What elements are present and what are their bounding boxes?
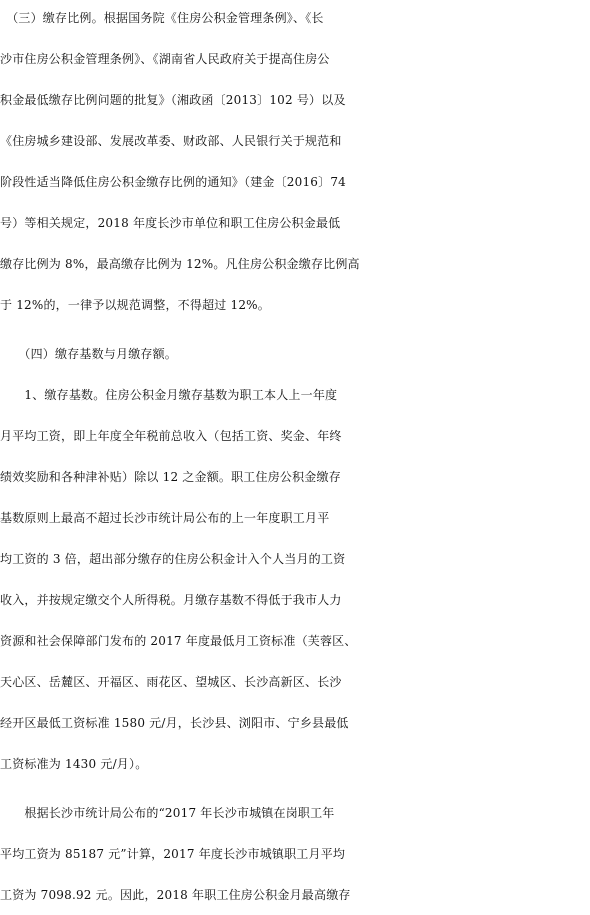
paragraph-line: 月平均工资，即上年度全年税前总收入（包括工资、奖金、年终 xyxy=(0,429,342,443)
paragraph-line: 工资为 7098.92 元。因此，2018 年职工住房公积金月最高缴存 xyxy=(0,888,351,902)
paragraph-line: 于 12%的，一律予以规范调整，不得超过 12%。 xyxy=(0,298,270,312)
paragraph-line: 均工资的 3 倍，超出部分缴存的住房公积金计入个人当月的工资 xyxy=(0,552,346,566)
paragraph-line: 绩效奖励和各种津补贴）除以 12 之金额。职工住房公积金缴存 xyxy=(0,470,341,484)
paragraph-line: 收入，并按规定缴交个人所得税。月缴存基数不得低于我市人力 xyxy=(0,593,342,607)
paragraph-line: 资源和社会保障部门发布的 2017 年度最低月工资标准（芙蓉区、 xyxy=(0,634,357,648)
paragraph-line: 缴存比例为 8%，最高缴存比例为 12%。凡住房公积金缴存比例高 xyxy=(0,257,360,271)
paragraph-line: 1、缴存基数。住房公积金月缴存基数为职工本人上一年度 xyxy=(0,388,338,402)
paragraph-line: 积金最低缴存比例问题的批复》（湘政函〔2013〕102 号）以及 xyxy=(0,93,346,107)
paragraph-line: 沙市住房公积金管理条例》、《湖南省人民政府关于提高住房公 xyxy=(0,52,330,66)
paragraph-line: 号）等相关规定，2018 年度长沙市单位和职工住房公积金最低 xyxy=(0,216,341,230)
paragraph-line: 基数原则上最高不超过长沙市统计局公布的上一年度职工月平 xyxy=(0,511,330,525)
paragraph-line: 平均工资为 85187 元”计算，2017 年度长沙市城镇职工月平均 xyxy=(0,847,346,861)
paragraph-line: 经开区最低工资标准 1580 元/月，长沙县、浏阳市、宁乡县最低 xyxy=(0,716,349,730)
paragraph-line: 根据长沙市统计局公布的“2017 年长沙市城镇在岗职工年 xyxy=(0,806,335,820)
paragraph-line: 阶段性适当降低住房公积金缴存比例的通知》（建金〔2016〕74 xyxy=(0,175,347,189)
paragraph-line: 《住房城乡建设部、发展改革委、财政部、人民银行关于规范和 xyxy=(0,134,342,148)
paragraph-line: （三）缴存比例。根据国务院《住房公积金管理条例》、《长 xyxy=(0,11,324,25)
paragraph-line: 天心区、岳麓区、开福区、雨花区、望城区、长沙高新区、长沙 xyxy=(0,675,342,689)
section-heading: （四）缴存基数与月缴存额。 xyxy=(0,347,178,361)
paragraph-line: 工资标准为 1430 元/月）。 xyxy=(0,757,148,771)
